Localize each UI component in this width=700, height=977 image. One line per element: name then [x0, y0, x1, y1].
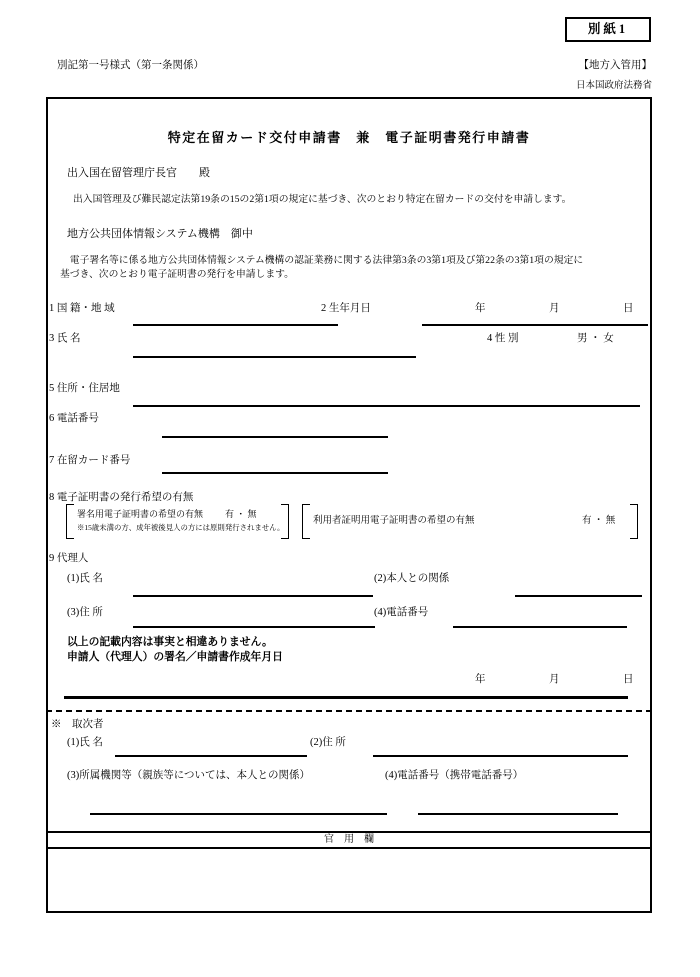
form-title: 特定在留カード交付申請書 兼 電子証明書発行申請書: [167, 130, 531, 145]
intermediary-name-input-line[interactable]: [115, 755, 307, 757]
user-cert-label: 利用者証明用電子証明書の希望の有無: [313, 516, 475, 526]
agent-relationship-label: (2)本人との関係: [374, 573, 450, 584]
field-3-name-label: 3 氏 名: [49, 333, 81, 344]
name-input-line[interactable]: [133, 356, 416, 358]
intermediary-address-label: (2)住 所: [310, 737, 346, 748]
birthdate-year-label: 年: [475, 303, 486, 314]
attachment-badge: 別紙1: [565, 17, 651, 42]
regional-bureau-note: 【地方入管用】: [578, 60, 652, 71]
dashed-divider: [46, 710, 652, 712]
application-day-label: 日: [623, 674, 634, 685]
application-form-box: [46, 97, 652, 913]
intermediary-org-label: (3)所属機関等（親族等については、本人との関係）: [67, 770, 311, 781]
agent-relationship-input-line[interactable]: [515, 595, 642, 597]
birthdate-month-label: 月: [549, 303, 560, 314]
field-8-heading: 8 電子証明書の発行希望の有無: [49, 492, 194, 503]
intermediary-address-input-line[interactable]: [373, 755, 628, 757]
agent-address-input-line[interactable]: [133, 626, 375, 628]
agent-phone-input-line[interactable]: [453, 626, 627, 628]
intermediary-name-label: (1)氏 名: [67, 737, 103, 748]
nationality-input-line[interactable]: [133, 324, 338, 326]
address-input-line[interactable]: [133, 405, 640, 407]
agent-name-input-line[interactable]: [133, 595, 373, 597]
agent-address-label: (3)住 所: [67, 607, 103, 618]
intermediary-phone-label: (4)電話番号（携帯電話番号）: [385, 770, 524, 781]
official-use-area: [48, 851, 650, 911]
form-style-note: 別記第一号様式（第一条関係）: [57, 60, 204, 71]
bracket-right-icon: [630, 504, 638, 539]
issuer-note: 日本国政府法務省: [575, 81, 652, 91]
addressee-immigration: 出入国在留管理庁長官 殿: [67, 167, 210, 179]
field-2-birthdate-label: 2 生年月日: [321, 303, 371, 314]
field-4-sex-label: 4 性 別: [487, 333, 519, 344]
official-use-label: 官 用 欄: [324, 834, 374, 845]
signature-date-caption: 申請人（代理人）の署名／申請書作成年月日: [67, 651, 283, 663]
agent-phone-label: (4)電話番号: [374, 607, 429, 618]
card-number-input-line[interactable]: [162, 472, 388, 474]
field-7-card-number-label: 7 在留カード番号: [49, 455, 131, 466]
addressee-jlis: 地方公共団体情報システム機構 御中: [67, 228, 253, 240]
birthdate-day-label: 日: [623, 303, 634, 314]
attestation-statement: 以上の記載内容は事実と相違ありません。: [67, 636, 273, 648]
intermediary-org-input-line[interactable]: [90, 813, 387, 815]
field-6-phone-label: 6 電話番号: [49, 413, 99, 424]
signature-input-line[interactable]: [64, 696, 628, 699]
field-9-agent-heading: 9 代理人: [49, 553, 89, 564]
intermediary-phone-input-line[interactable]: [418, 813, 618, 815]
declaration-certificate-line1: 電子署名等に係る地方公共団体情報システム機構の認証業務に関する法律第3条の3第1項及び第22条の3第1項の規定に: [60, 255, 584, 266]
signature-cert-note: ※15歳未満の方、成年被後見人の方には原則発行されません。: [77, 523, 285, 532]
user-cert-options[interactable]: 有 ・ 無: [582, 516, 616, 526]
field-5-address-label: 5 住所・住居地: [49, 383, 120, 394]
application-year-label: 年: [475, 674, 486, 685]
declaration-residence-card: 出入国管理及び難民認定法第19条の15の2第1項の規定に基づき、次のとおり特定在留カードの交付を申請します。: [73, 194, 572, 205]
declaration-certificate-line2: 基づき、次のとおり電子証明書の発行を申請します。: [60, 269, 294, 280]
phone-input-line[interactable]: [162, 436, 388, 438]
birthdate-input-line[interactable]: [422, 324, 648, 326]
signature-cert-label: 署名用電子証明書の希望の有無: [77, 509, 204, 519]
sex-options[interactable]: 男 ・ 女: [577, 333, 614, 344]
agent-name-label: (1)氏 名: [67, 573, 103, 584]
bracket-left-icon: [66, 504, 74, 539]
signature-cert-options[interactable]: 有 ・ 無: [225, 509, 257, 519]
official-use-band: [46, 831, 652, 849]
application-month-label: 月: [549, 674, 560, 685]
bracket-left-icon: [302, 504, 310, 539]
field-1-nationality-label: 1 国 籍・地 域: [49, 303, 115, 314]
intermediary-heading: ※ 取次者: [51, 719, 104, 730]
